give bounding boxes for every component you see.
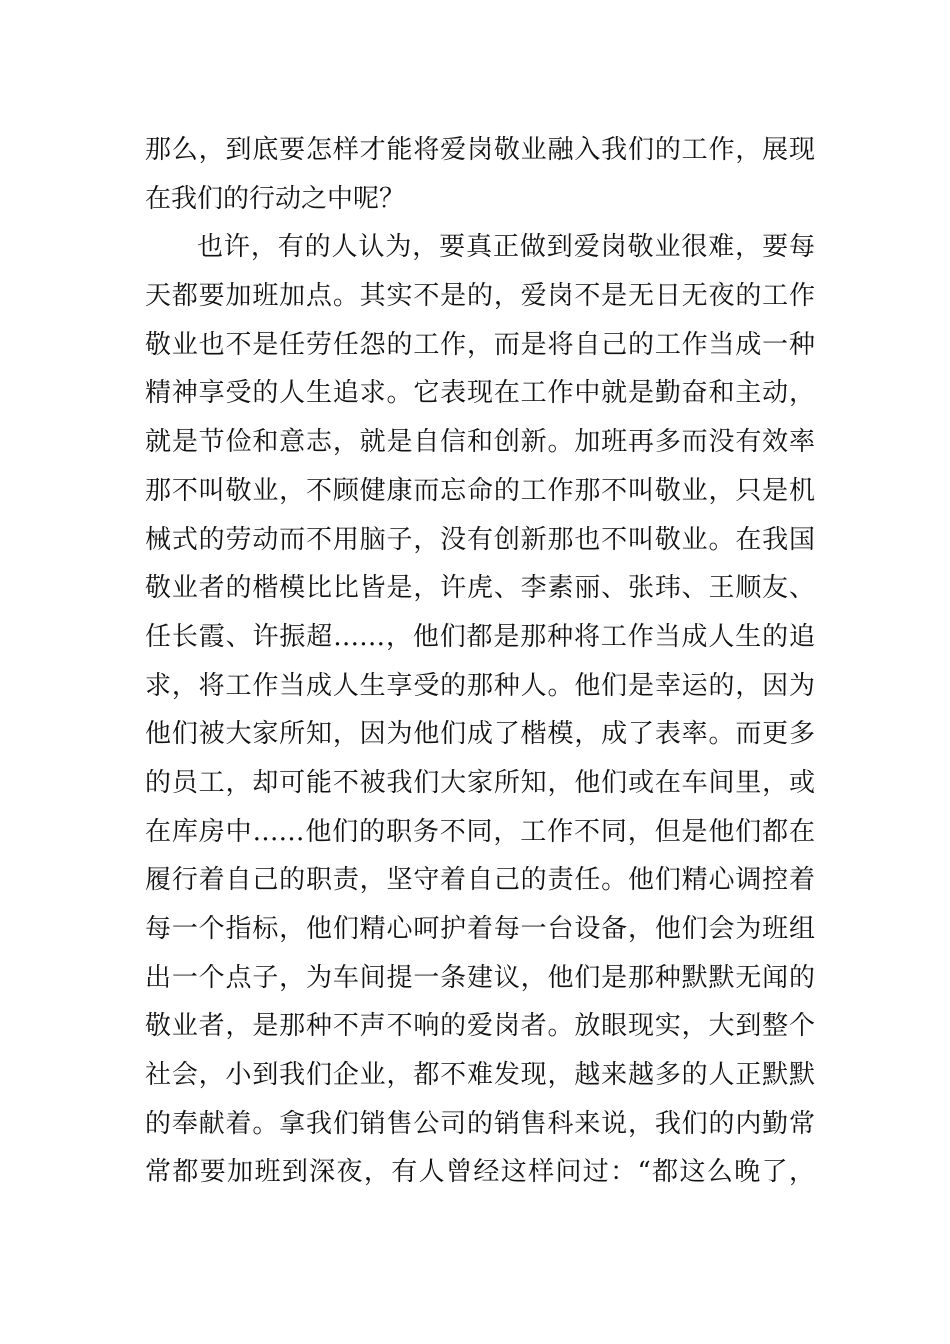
text-line: 精神享受的人生追求。它表现在工作中就是勤奋和主动， — [145, 378, 815, 409]
text-line: 社会，小到我们企业，都不难发现，越来越多的人正默默 — [145, 1060, 815, 1091]
text-line: 天都要加班加点。其实不是的，爱岗不是无日无夜的工作 — [145, 281, 815, 312]
text-line: 履行着自己的职责，坚守着自己的责任。他们精心调控着 — [145, 865, 815, 896]
text-line: 在我们的行动之中呢？ — [145, 183, 406, 214]
text-line: 在库房中……他们的职务不同，工作不同，但是他们都在 — [145, 816, 815, 847]
text-line: 的员工，却可能不被我们大家所知，他们或在车间里，或 — [145, 767, 815, 798]
text-line: 也许，有的人认为，要真正做到爱岗敬业很难，要每 — [197, 232, 815, 263]
body-text — [145, 126, 815, 1197]
text-line: 每一个指标，他们精心呵护着每一台设备，他们会为班组 — [145, 914, 815, 944]
text-line: 出一个点子，为车间提一条建议，他们是那种默默无闻的 — [145, 962, 815, 993]
text-line: 那么，到底要怎样才能将爱岗敬业融入我们的工作，展现 — [145, 135, 815, 165]
text-line: 敬业也不是任劳任怨的工作，而是将自己的工作当成一种 — [145, 329, 815, 360]
text-line: 常都要加班到深夜，有人曾经这样问过：“都这么晚了， — [145, 1157, 815, 1188]
text-line: 他们被大家所知，因为他们成了楷模，成了表率。而更多 — [145, 719, 815, 750]
text-line: 求，将工作当成人生享受的那种人。他们是幸运的，因为 — [145, 670, 815, 701]
text-line: 的奉献着。拿我们销售公司的销售科来说，我们的内勤常 — [145, 1108, 815, 1139]
text-line: 就是节俭和意志，就是自信和创新。加班再多而没有效率 — [145, 427, 815, 458]
text-line: 那不叫敬业，不顾健康而忘命的工作那不叫敬业，只是机 — [145, 475, 815, 506]
text-line: 敬业者的楷模比比皆是，许虎、李素丽、张玮、王顺友、 — [145, 573, 815, 604]
text-line: 械式的劳动而不用脑子，没有创新那也不叫敬业。在我国 — [145, 524, 815, 555]
text-line: 任长霞、许振超……，他们都是那种将工作当成人生的追 — [145, 621, 815, 652]
text-line: 敬业者，是那种不声不响的爱岗者。放眼现实，大到整个 — [145, 1011, 815, 1042]
